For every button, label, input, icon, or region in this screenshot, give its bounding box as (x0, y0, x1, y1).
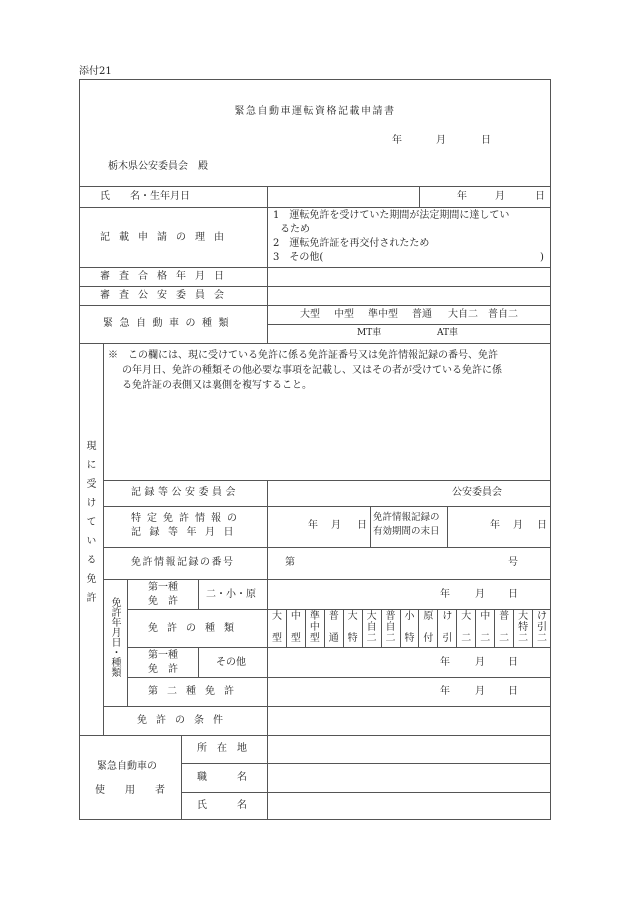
license-type-column[interactable] (475, 609, 494, 647)
vehicle-type-motorcycle[interactable]: 普自二 (488, 309, 518, 320)
divider (79, 343, 551, 344)
first-class-2-label-2: 免 許 (148, 664, 178, 675)
reason-option-1[interactable]: 1 運転免許を受けていた期間が法定期間に達してい (273, 210, 510, 221)
date-day: 日 (481, 135, 491, 146)
license-type-top: 普 (328, 611, 339, 622)
expiry-day: 日 (537, 520, 547, 531)
exam-pass-date-label: 審査合格年月日 (100, 271, 233, 282)
divider (103, 547, 551, 548)
vehicle-type-large[interactable]: 大型 (300, 309, 320, 320)
note-line-2: の年月日、免許の種類その他必要な事項を記載し、又はその者が受けている免許に係 (122, 365, 502, 376)
birth-year: 年 (457, 191, 467, 202)
license-date-group-label: 免許年月日・種類 (109, 597, 120, 677)
record-number-suffix: 号 (508, 557, 518, 568)
license-type-bottom: 型 (290, 632, 301, 644)
license-type-top: 大特 (518, 611, 529, 633)
note-line-3: る免許証の表側又は裏側を複写すること。 (122, 380, 312, 391)
transmission-mt[interactable]: MT車 (357, 328, 382, 338)
first-class-1-month: 月 (475, 589, 485, 600)
divider (103, 480, 551, 481)
user-location-label: 所 在 地 (197, 743, 247, 754)
exam-commission-input[interactable] (267, 286, 551, 305)
current-license-side-label: 現に受けている免許 (84, 440, 95, 611)
first-class-2-label-1: 第一種 (148, 650, 178, 661)
reason-option-1-cont: るため (280, 224, 310, 235)
user-location-input[interactable] (267, 735, 551, 763)
date-month: 月 (436, 135, 446, 146)
license-type-column[interactable] (494, 609, 513, 647)
user-title-input[interactable] (267, 763, 551, 792)
note-line-1: ※ この欄には、現に受けている免許に係る免許証番号又は免許情報記録の番号、免許 (108, 350, 498, 361)
license-type-bottom: 二 (537, 632, 548, 644)
license-type-column[interactable] (343, 609, 362, 647)
addressee: 栃木県公安委員会 殿 (108, 161, 208, 172)
license-type-top: け引 (537, 611, 548, 633)
vehicle-type-large-motorcycle[interactable]: 大自二 (448, 309, 478, 320)
license-type-column[interactable] (532, 609, 551, 647)
divider (127, 647, 551, 648)
license-type-column[interactable] (456, 609, 475, 647)
form-title: 緊急自動車運転資格記載申請書 (234, 106, 396, 117)
license-type-top: 大 (461, 611, 472, 622)
license-types-label: 免許の種類 (148, 623, 243, 634)
birth-month: 月 (495, 191, 505, 202)
name-input[interactable] (267, 186, 419, 207)
attachment-label: 添付21 (79, 66, 112, 77)
user-name-label: 氏 名 (197, 800, 247, 811)
divider (127, 579, 128, 706)
license-type-column[interactable] (418, 609, 437, 647)
name-birth-label: 氏 名・生年月日 (100, 191, 190, 202)
first-class-2-year: 年 (440, 657, 450, 668)
first-class-1-label-1: 第一種 (148, 582, 178, 593)
license-type-top: 大自 (366, 611, 377, 633)
license-type-bottom: 通 (328, 632, 339, 644)
reason-option-3-close: ) (540, 252, 544, 263)
license-type-column[interactable] (324, 609, 343, 647)
record-number-prefix: 第 (285, 557, 295, 568)
user-title-label: 職 名 (197, 772, 247, 783)
vehicle-type-standard[interactable]: 普通 (412, 309, 432, 320)
license-type-top: 準中 (309, 611, 320, 633)
divider (79, 305, 551, 306)
divider (198, 647, 199, 677)
divider (267, 324, 551, 325)
license-type-bottom: 特 (404, 632, 415, 644)
first-class-2-month: 月 (475, 657, 485, 668)
divider (103, 579, 551, 580)
license-type-bottom: 二 (385, 632, 396, 644)
birth-day: 日 (535, 191, 545, 202)
vehicle-type-label: 緊急自動車の種類 (103, 318, 235, 329)
divider (127, 677, 551, 678)
license-type-bottom: 二 (499, 632, 510, 644)
specific-info-month: 月 (331, 520, 341, 531)
divider (267, 480, 268, 735)
record-commission-label: 記録等公安委員会 (131, 487, 239, 498)
specific-info-label-2: 記録等年月日 (131, 527, 242, 538)
license-type-bottom: 付 (423, 632, 434, 644)
license-type-column[interactable] (381, 609, 400, 647)
license-type-top: 普 (499, 611, 510, 622)
divider (198, 579, 199, 609)
divider (267, 735, 268, 820)
license-type-bottom: 二 (518, 632, 529, 644)
specific-info-label-1: 特定免許情報の (131, 513, 243, 524)
license-type-top: 大 (271, 611, 282, 622)
license-type-top: 中 (480, 611, 491, 622)
license-type-column[interactable] (286, 609, 305, 647)
license-type-bottom: 型 (271, 632, 282, 644)
first-class-1-label-2: 免 許 (148, 596, 178, 607)
vehicle-type-medium[interactable]: 中型 (334, 309, 354, 320)
vehicle-type-semi-medium[interactable]: 準中型 (368, 309, 398, 320)
divider (181, 735, 182, 820)
second-class-year: 年 (440, 686, 450, 697)
license-type-column[interactable] (267, 609, 286, 647)
date-year: 年 (392, 135, 402, 146)
expiry-label-1: 免許情報記録の (373, 512, 440, 523)
record-number-label: 免許情報記録の番号 (131, 557, 235, 568)
divider (267, 186, 268, 343)
first-class-1-day: 日 (508, 589, 518, 600)
license-type-top: 大 (347, 611, 358, 622)
license-type-column[interactable] (513, 609, 532, 647)
record-commission-suffix: 公安委員会 (452, 487, 502, 498)
second-class-month: 月 (475, 686, 485, 697)
divider (419, 186, 420, 207)
license-type-top: け (442, 611, 453, 622)
first-class-1-sub: 二・小・原 (206, 589, 256, 600)
license-type-bottom: 二 (366, 632, 377, 644)
license-type-bottom: 二 (480, 632, 491, 644)
license-type-top: 原 (423, 611, 434, 622)
second-class-label: 第二種免許 (148, 686, 243, 697)
license-type-column[interactable] (362, 609, 381, 647)
license-type-bottom: 型 (309, 632, 320, 644)
license-type-bottom: 二 (461, 632, 472, 644)
license-type-column[interactable] (437, 609, 456, 647)
expiry-month: 月 (513, 520, 523, 531)
license-type-bottom: 引 (442, 632, 453, 644)
user-name-input[interactable] (267, 792, 551, 820)
exam-pass-date-input[interactable] (267, 267, 551, 286)
reason-option-3[interactable]: 3 その他( (273, 252, 324, 263)
divider (447, 506, 448, 547)
expiry-year: 年 (490, 520, 500, 531)
conditions-input[interactable] (267, 706, 551, 735)
first-class-2-day: 日 (508, 657, 518, 668)
current-license-note (108, 348, 502, 393)
transmission-at[interactable]: AT車 (437, 328, 459, 338)
license-type-column[interactable] (400, 609, 419, 647)
user-label-1: 緊急自動車の (97, 761, 157, 772)
divider (103, 343, 104, 735)
divider (103, 506, 551, 507)
license-type-top: 中 (290, 611, 301, 622)
expiry-label-2: 有効期間の末日 (373, 526, 440, 537)
license-type-bottom: 特 (347, 632, 358, 644)
divider (79, 207, 551, 208)
first-class-1-year: 年 (440, 589, 450, 600)
reason-label: 記載申請の理由 (100, 232, 233, 243)
user-label-2: 使 用 者 (95, 785, 165, 796)
license-type-top: 小 (404, 611, 415, 622)
first-class-2-sub: その他 (216, 657, 246, 668)
specific-info-year: 年 (308, 520, 318, 531)
license-type-column[interactable] (305, 609, 324, 647)
reason-option-2[interactable]: 2 運転免許証を再交付されたため (273, 238, 430, 249)
conditions-label: 免許の条件 (137, 715, 232, 726)
specific-info-day: 日 (357, 520, 367, 531)
divider (370, 506, 371, 547)
second-class-day: 日 (508, 686, 518, 697)
exam-commission-label: 審査公安委員会 (100, 290, 233, 301)
license-type-top: 普自 (385, 611, 396, 633)
